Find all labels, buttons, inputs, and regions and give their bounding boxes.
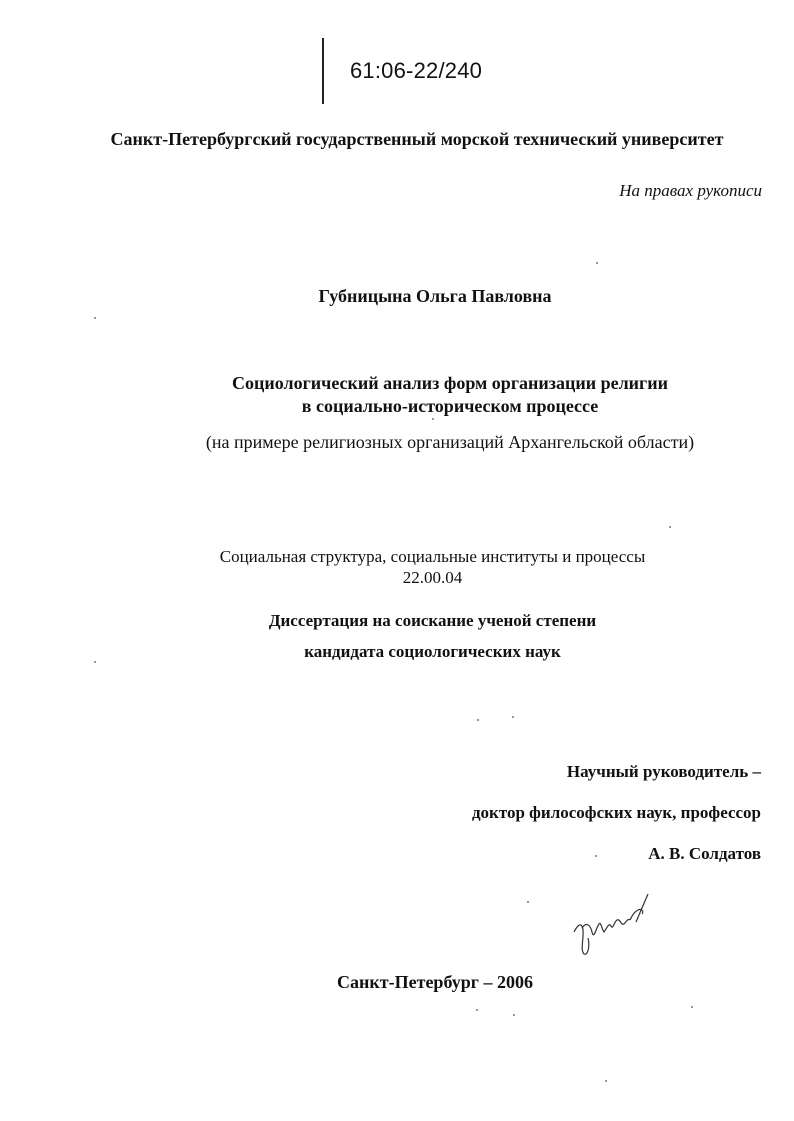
stamp-vertical-line [322, 38, 324, 104]
scan-speck [527, 901, 529, 903]
author-name: Губницына Ольга Павловна [318, 286, 552, 306]
degree-line-1: Диссертация на соискание ученой степени [268, 611, 597, 630]
scan-speck [605, 1080, 607, 1082]
supervisor-title: доктор философских наук, профессор [471, 803, 761, 822]
scan-speck [596, 262, 598, 264]
degree-line-2: кандидата социологических наук [304, 642, 561, 661]
dissertation-title-line-1: Социологический анализ форм организации религии [232, 373, 668, 393]
scan-speck [595, 855, 597, 857]
scan-speck [513, 1014, 515, 1016]
scan-speck [512, 716, 514, 718]
specialty-code: 22.00.04 [402, 568, 463, 587]
manuscript-rights-note: На правах рукописи [619, 181, 762, 200]
scan-speck [94, 317, 96, 319]
scan-speck [477, 719, 479, 721]
dissertation-subtitle: (на примере религиозных организаций Архангельской области) [205, 432, 695, 452]
scan-speck [669, 526, 671, 528]
archive-code: 61:06-22/240 [350, 58, 483, 83]
university-name: Санкт-Петербургский государственный морской технический университет [110, 129, 724, 149]
place-and-year: Санкт-Петербург – 2006 [337, 972, 533, 992]
handwritten-signature [568, 888, 668, 960]
dissertation-title-line-2: в социально-историческом процессе [301, 396, 599, 416]
specialty-name: Социальная структура, социальные институты и процессы [219, 547, 646, 566]
scan-speck [691, 1006, 693, 1008]
supervisor-name: А. В. Солдатов [648, 844, 761, 863]
supervisor-role: Научный руководитель – [566, 762, 761, 781]
scan-speck [432, 418, 434, 420]
scan-speck [94, 661, 96, 663]
scan-speck [476, 1009, 478, 1011]
